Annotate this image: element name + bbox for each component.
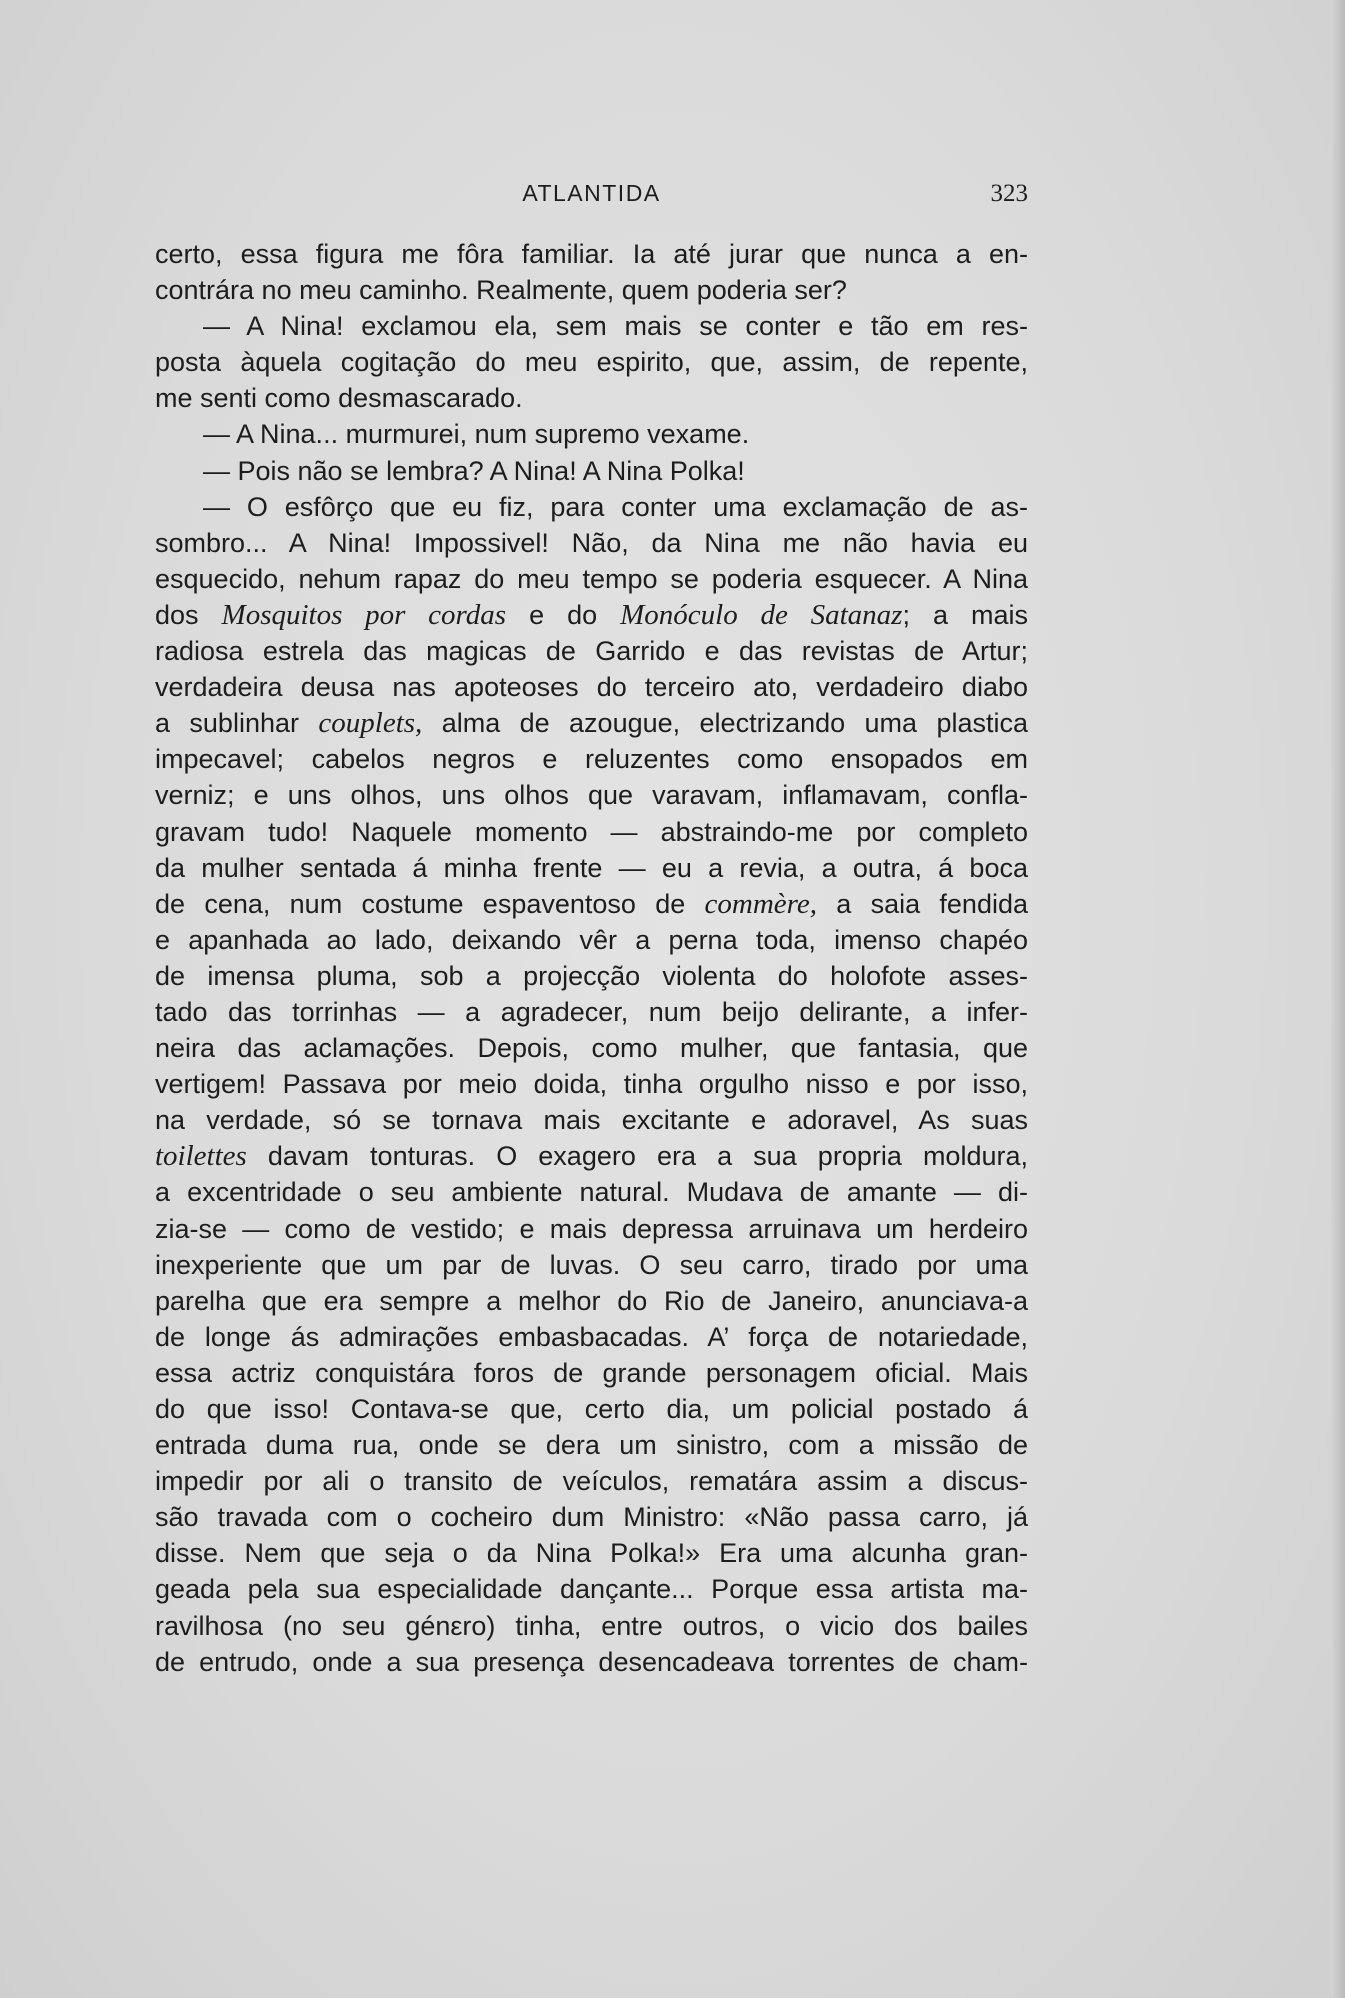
text-segment: — O esfôrço que eu fiz, para conter uma exclamação de as- [203,491,1028,522]
text-segment: radiosa estrela das magicas de Garrido e das revistas de Artur; [155,636,1028,667]
text-line [155,1463,1028,1499]
text-line [155,1211,1028,1247]
text-line [155,561,1028,597]
text-segment: de entrudo, onde a sua presença desencadeava torrentes de cham- [155,1646,1028,1677]
italic-text: Mosquitos por cordas [221,598,507,631]
text-segment: na verdade, só se tornava mais excitante e adoravel, As suas [155,1105,1028,1136]
italic-text: couplets, [318,707,423,740]
text-line [155,1247,1028,1283]
text-segment: davam tonturas. O exagero era a sua propria moldura, [246,1141,1028,1172]
text-line [155,958,1028,994]
text-segment: verdadeira deusa nas apoteoses do terceiro ato, verdadeiro diabo [155,672,1028,703]
text-line [155,1608,1028,1644]
text-segment: parelha que era sempre a melhor do Rio de Janeiro, anunciava-a [155,1285,1028,1316]
page-edge-shadow [1331,0,1345,1998]
italic-text: toilettes [155,1140,247,1173]
text-line [155,453,1028,489]
text-segment: a saia fendida [817,888,1028,919]
text-line [155,416,1028,452]
text-segment: impedir por ali o transito de veículos, rematára assim a discus- [155,1466,1028,1497]
text-line [155,1030,1028,1066]
text-segment: certo, essa figura me fôra familiar. Ia até jurar que nunca a en- [155,239,1028,269]
text-segment: a excentridade o seu ambiente natural. Mudava de amante — di- [155,1177,1028,1208]
text-segment: de imensa pluma, sob a projecção violenta do holofote asses- [155,960,1028,991]
text-line [155,1391,1028,1427]
text-line [155,1066,1028,1102]
text-segment: dos [155,599,222,630]
text-segment: inexperiente que um par de luvas. O seu carro, tirado por uma [155,1249,1028,1280]
text-segment: de longe ás admirações embasbacadas. A’ força de notariedade, [155,1321,1028,1352]
text-segment: verniz; e uns olhos, uns olhos que varavam, inflamavam, confla- [155,780,1028,811]
text-line [155,525,1028,561]
text-line [155,236,1028,272]
text-line [155,1283,1028,1319]
text-line [155,994,1028,1030]
text-line [155,344,1028,380]
text-line [155,1355,1028,1391]
text-line [155,1535,1028,1571]
text-line [155,633,1028,669]
text-segment: a sublinhar [155,708,319,739]
text-line [155,922,1028,958]
text-line [155,308,1028,344]
text-segment: alma de azougue, electrizando uma plastica [422,708,1028,739]
text-line [155,741,1028,777]
text-line [155,1174,1028,1210]
text-segment: neira das aclamações. Depois, como mulher, que fantasia, que [155,1033,1028,1064]
running-title: ATLANTIDA [522,180,661,206]
text-line [155,1571,1028,1607]
text-segment: essa actriz conquistára foros de grande personagem oficial. Mais [155,1357,1028,1388]
text-segment: contrára no meu caminho. Realmente, quem poderia ser? [155,275,847,306]
text-segment: posta àquela cogitação do meu espirito, que, assim, de repente, [155,347,1028,378]
text-line [155,1427,1028,1463]
text-segment: geada pela sua especialidade dançante... Porque essa artista ma- [155,1574,1028,1605]
text-segment: — A Nina! exclamou ela, sem mais se conter e tão em res- [203,311,1028,342]
text-segment: vertigem! Passava por meio doida, tinha orgulho nisso e por isso, [155,1069,1028,1100]
text-segment: disse. Nem que seja o da Nina Polka!» Era uma alcunha gran- [155,1538,1028,1569]
text-segment: ; a mais [902,599,1028,630]
text-segment: zia-se — como de vestido; e mais depressa arruinava um herdeiro [155,1213,1028,1244]
text-segment: de cena, num costume espaventoso de [155,888,705,919]
text-line [155,777,1028,813]
text-segment: me senti como desmascarado. [155,383,523,414]
text-line [155,489,1028,525]
text-line [155,597,1028,633]
text-segment: e apanhada ao lado, deixando vêr a perna toda, imenso chapéo [155,924,1028,955]
text-segment: sombro... A Nina! Impossivel! Não, da Nina me não havia eu [155,527,1028,558]
text-segment: gravam tudo! Naquele momento — abstraindo-me por completo [155,816,1028,847]
text-segment: impecavel; cabelos negros e reluzentes como ensopados em [155,744,1028,775]
text-line [155,1319,1028,1355]
text-line [155,814,1028,850]
text-line [155,1102,1028,1138]
text-line [155,1644,1028,1680]
page-header [155,180,1028,216]
text-segment: são travada com o cocheiro dum Ministro: «Não passa carro, já [155,1502,1028,1533]
text-line [155,850,1028,886]
text-segment: — A Nina... murmurei, num supremo vexame. [203,419,750,450]
text-line [155,886,1028,922]
text-segment: da mulher sentada á minha frente — eu a revia, a outra, á boca [155,852,1028,883]
text-segment: tado das torrinhas — a agradecer, num beijo delirante, a infer- [155,996,1028,1027]
text-line [155,380,1028,416]
text-segment: esquecido, nehum rapaz do meu tempo se poderia esquecer. A Nina [155,563,1028,594]
italic-text: commère, [704,887,817,920]
italic-text: Monóculo de Satanaz [620,598,903,631]
text-segment: entrada duma rua, onde se dera um sinistro, com a missão de [155,1430,1028,1461]
body-text [155,236,1028,1680]
page-number: 323 [990,180,1028,207]
text-line [155,669,1028,705]
text-segment: ravilhosa (no seu génεro) tinha, entre outros, o vicio dos bailes [155,1610,1028,1641]
text-line [155,1499,1028,1535]
text-line [155,272,1028,308]
text-segment: — Pois não se lembra? A Nina! A Nina Polka! [203,455,745,486]
text-line [155,1138,1028,1174]
text-line [155,705,1028,741]
text-segment: e do [506,599,621,630]
text-segment: do que isso! Contava-se que, certo dia, um policial postado á [155,1394,1028,1424]
